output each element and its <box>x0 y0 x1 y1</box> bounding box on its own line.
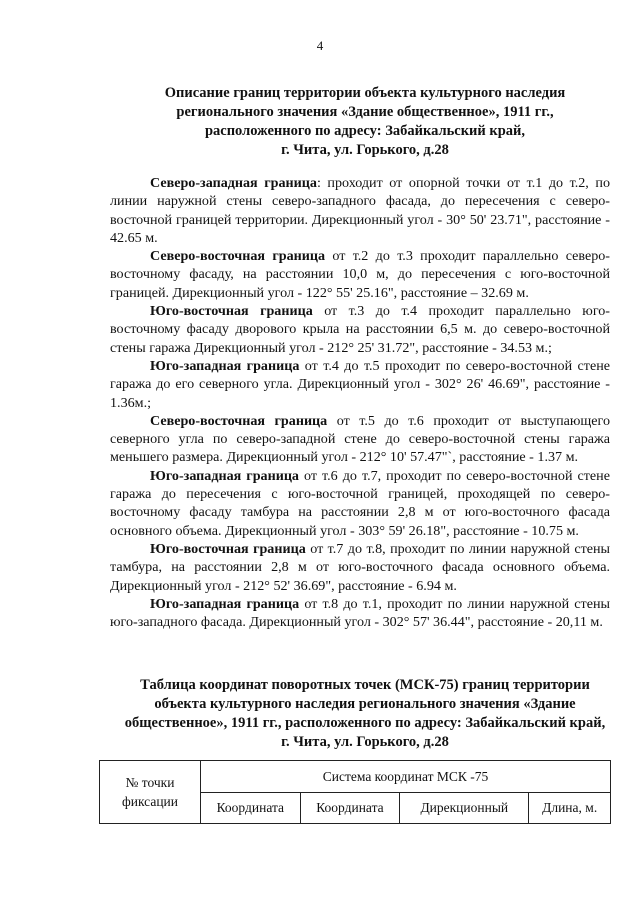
boundary-text: от т.6 до т.7, проходит по северо-восточной стене гаража до пересечения с юго-восточной границей, проходящей по северо-восточному фасаду тамбура на расстоянии 2,8 м от юго-восточного фасада основного объема. Дирекционный угол - 303° 59' 26.18", расстояние - 10.75 м. <box>110 467 610 539</box>
title-line: Описание границ территории объекта культурного наследия <box>164 85 566 101</box>
boundary-text: от т.2 до т.3 проходит параллельно северо-восточному фасаду, на расстоянии 10,0 м, до пересечения с юго-восточной границей. Дирекционный угол - 122° 55' 25.16", расстояние – 32.69 м. <box>110 248 610 301</box>
point-number-header-line: фиксации <box>121 794 179 809</box>
boundary-text: от т.3 до т.4 проходит параллельно юго-восточному фасаду дворового крыла на расстоянии 6,5 м. до северо-восточной стены гаража Дирекционный угол - 212° 25' 31.72", расстояние - 34.53 м.; <box>110 303 610 356</box>
boundary-text: от т.5 до т.6 проходит от выступающего северного угла по северо-западной стене до северо-восточной стены гаража меньшего размера. Дирекционный угол - 212° 10' 57.47"`, расстояние - 1.37 м. <box>110 412 610 466</box>
coordinate-x-header: Координата <box>201 793 301 824</box>
point-number-header-line: № точки <box>125 775 175 790</box>
boundary-heading: Юго-восточная граница <box>150 303 313 320</box>
boundary-heading: Юго-западная граница <box>150 357 300 374</box>
boundary-paragraph <box>110 412 610 467</box>
boundary-paragraph <box>110 357 610 412</box>
boundary-heading: Северо-восточная граница <box>150 248 326 265</box>
boundary-description <box>110 174 610 631</box>
boundary-text: от т.8 до т.1, проходит по линии наружной стены юго-западного фасада. Дирекционный угол - 302° 57' 36.44", расстояние - 20,11 м. <box>110 595 610 631</box>
boundary-text: от т.7 до т.8, проходит по линии наружной стены тамбура, на расстоянии 2,8 м от юго-восточного фасада основного объема. Дирекционный угол - 212° 52' 36.69", расстояние - 6.94 м. <box>110 540 611 594</box>
boundary-heading: Северо-восточная граница <box>150 412 328 429</box>
title-line: расположенного по адресу: Забайкальский край, <box>204 123 526 139</box>
length-header: Длина, м. <box>529 793 611 824</box>
title-line: г. Чита, ул. Горького, д.28 <box>281 142 449 158</box>
boundary-heading: Юго-западная граница <box>150 595 300 612</box>
coordinate-y-header: Координата <box>300 793 400 824</box>
table-title <box>110 676 620 752</box>
coordinate-system-header: Система координат МСК -75 <box>201 761 611 793</box>
boundary-text: : проходит от опорной точки от т.1 до т.2, по линии наружной стены северо-западного фасада, до пересечения с северо-восточной границей территории. Дирекционный угол - 30° 50' 23.71", расстояние - 42.65 м. <box>110 175 610 246</box>
table-title-line: Таблица координат поворотных точек (МСК-75) границ территории <box>140 677 590 693</box>
document-title <box>110 84 620 160</box>
boundary-paragraph <box>110 595 610 632</box>
table-title-line: г. Чита, ул. Горького, д.28 <box>281 734 449 750</box>
page-number: 4 <box>316 38 324 53</box>
boundary-heading: Юго-восточная граница <box>150 540 306 557</box>
table-title-line: общественное», 1911 гг., расположенного по адресу: Забайкальский край, <box>124 715 606 731</box>
boundary-heading: Северо-западная граница <box>150 175 317 191</box>
boundary-paragraph <box>110 174 610 247</box>
point-number-header <box>100 761 201 824</box>
table-header-row <box>100 761 611 793</box>
boundary-paragraph <box>110 540 610 595</box>
boundary-paragraph <box>110 302 610 357</box>
boundary-paragraph <box>110 467 610 540</box>
boundary-paragraph <box>110 247 610 302</box>
boundary-text: от т.4 до т.5 проходит по северо-восточной стене гаража до его северного угла. Дирекционный угол - 302° 26' 46.69", расстояние - 1.36м.; <box>110 357 611 411</box>
table-title-line: объекта культурного наследия регионального значения «Здание <box>154 696 576 712</box>
direction-angle-header: Дирекционный <box>400 793 529 824</box>
title-line: регионального значения «Здание общественное», 1911 гг., <box>176 104 554 120</box>
coordinates-table <box>99 760 611 824</box>
boundary-heading: Юго-западная граница <box>150 467 299 484</box>
